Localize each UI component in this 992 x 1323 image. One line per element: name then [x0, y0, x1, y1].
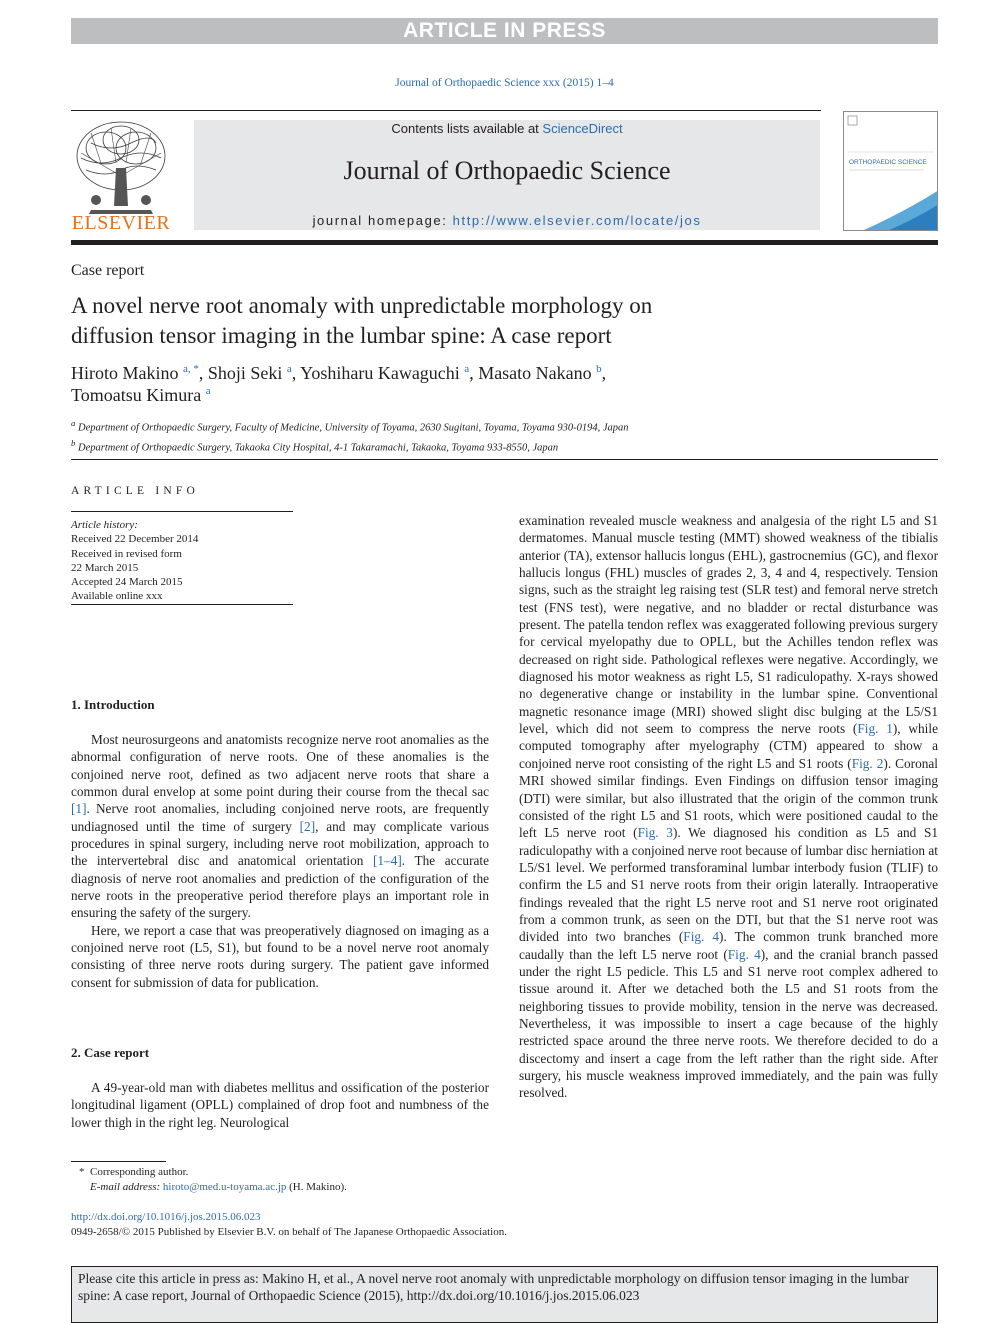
article-in-press-banner: ARTICLE IN PRESS	[71, 18, 938, 44]
footnote-divider	[71, 1161, 166, 1162]
author-affiliation-mark[interactable]: b	[596, 363, 602, 375]
text-run: . The accurate diagnosis of nerve root anomalies and prediction of the configuration of the nerve roots in the preoperative period therefore plays an important role in ensuring the safety of the surgery.	[71, 853, 490, 921]
copyright-line: 0949-2658/© 2015 Published by Elsevier B.V. on behalf of The Japanese Orthopaedic Association.	[71, 1226, 507, 1238]
elsevier-wordmark: ELSEVIER	[71, 212, 171, 234]
header-thick-divider	[71, 240, 938, 245]
author-email-link[interactable]: hiroto@med.u-toyama.ac.jp	[162, 1181, 287, 1193]
footnote-email	[71, 1180, 489, 1195]
case-report-body	[71, 1079, 489, 1131]
doi-link[interactable]: http://dx.doi.org/10.1016/j.jos.2015.06.023	[71, 1211, 261, 1223]
citation-link[interactable]: [1]	[71, 801, 87, 817]
journal-homepage-line	[194, 213, 820, 228]
history-online: Available online xxx	[71, 590, 163, 603]
author-name: Hiroto Makino	[71, 363, 179, 383]
case-report-heading: 2. Case report	[71, 1045, 150, 1060]
author-name: Masato Nakano	[478, 363, 592, 383]
introduction-body	[71, 731, 489, 991]
email-label: E-mail address:	[90, 1181, 163, 1193]
text-run: Most neurosurgeons and anatomists recognize nerve root anomalies as the abnormal configuration of nerve roots. One of these anomalies is the conjoined nerve root, defined as two adjacent nerve roots that share a common dural envelop at some point during their course from the thecal sac	[71, 732, 489, 800]
author-name: Tomoatsu Kimura	[71, 385, 202, 405]
author-line-2	[71, 384, 931, 406]
affiliation-a	[71, 416, 931, 436]
article-info-heading: ARTICLE INFO	[71, 485, 199, 497]
text-run: , and may complicate various procedures in spinal surgery, including nerve root mobilization, approach to the intervertebral disc and anatomical orientation	[71, 818, 489, 869]
citation-notice-box	[71, 1266, 938, 1323]
introduction-paragraph-1	[71, 731, 489, 922]
corresponding-author-footnote	[71, 1165, 489, 1195]
author-affiliation-mark[interactable]: a	[286, 363, 292, 375]
affiliation-mark: b	[71, 437, 76, 448]
figure-link[interactable]: Fig. 3	[637, 825, 673, 841]
author-name: Yoshiharu Kawaguchi	[300, 363, 460, 383]
text-run: ). The common trunk branched more caudally than the left L5 nerve root (	[519, 929, 938, 962]
contents-prefix: Contents lists available at	[391, 121, 543, 136]
header-divider	[71, 459, 938, 460]
affiliation-b	[71, 436, 931, 456]
footnote-corresponding	[71, 1165, 489, 1180]
author-separator: ,	[469, 363, 474, 383]
top-divider	[71, 110, 821, 111]
author-separator: ,	[291, 363, 297, 383]
affiliation-mark: a	[71, 418, 76, 428]
citation-link[interactable]: [1–4]	[372, 853, 402, 869]
affiliation-text: Department of Orthopaedic Surgery, Takaoka City Hospital, 4-1 Takaramachi, Takaoka, Toyama 933-8550, Japan	[78, 442, 559, 453]
history-label: Article history:	[71, 519, 138, 531]
journal-name: Journal of Orthopaedic Science	[343, 156, 671, 185]
citation-link[interactable]: [2]	[299, 818, 316, 834]
sciencedirect-link[interactable]: ScienceDirect	[542, 121, 623, 136]
case-paragraph-1: A 49-year-old man with diabetes mellitus and ossification of the posterior longitudinal ligament (OPLL) complained of drop foot and numbness of the lower thigh in the right leg. Neurological	[71, 1080, 489, 1130]
history-received: Received 22 December 2014	[71, 533, 199, 546]
author-separator: ,	[601, 363, 607, 383]
introduction-heading: 1. Introduction	[71, 697, 155, 712]
text-run: examination revealed muscle weakness and analgesia of the right L5 and S1 dermatomes. Manual muscle testing (MMT) showed weakness of the tibialis anterior (TA), extensor hallucis longus (EHL), gastrocnemius (GC), and flexor hallucis longus (FHL) muscles of grades 2, 3, 4 and 4, respectively. Tension signs, such as the straight leg raising test (SLR test) and femoral nerve stretch test (FNS test), were negative, and no bladder or rectal disturbance was present. The patella tendon reflex was exaggerated following previous surgery for cervical myelopathy due to OPLL, but the Achilles tendon reflex was decreased on right side. Pathological reflexes were negative. Accordingly, we diagnosed his motor weakness as right L5, S1 radiculopathy. X-rays showed no degenerative change or instability in the lumbar spine. Conventional magnetic resonance image (MRI) showed slight disc bulging at the L5/S1 level, which did not seem to compress the nerve roots (	[519, 513, 938, 737]
figure-link[interactable]: Fig. 4	[727, 946, 761, 962]
text-run: ). We diagnosed his condition as L5 and S1 radiculopathy with a conjoined nerve root because of lumbar disc herniation at L5/S1 level. We performed transforaminal lumbar interbody fusion (TLIF) to confirm the L5 and S1 nerve roots from their origin laterally. Intraoperative findings revealed that the right L5 nerve root and S1 nerve root originated from a common trunk, as seen on the DTI, but that the S1 nerve root was divided into two branches (	[519, 825, 938, 945]
history-revised-date: 22 March 2015	[71, 561, 139, 574]
figure-link[interactable]: Fig. 4	[683, 929, 720, 945]
article-info-divider-bottom	[71, 604, 293, 605]
author-line-1	[71, 362, 931, 384]
author-list	[71, 362, 931, 406]
article-type: Case report	[71, 262, 145, 279]
journal-homepage-link[interactable]: http://www.elsevier.com/locate/jos	[452, 213, 702, 228]
homepage-prefix: journal homepage:	[312, 213, 453, 228]
author-separator: ,	[198, 363, 204, 383]
figure-link[interactable]: Fig. 1	[857, 721, 893, 737]
author-affiliation-mark[interactable]: a	[205, 385, 211, 397]
figure-link[interactable]: Fig. 2	[851, 755, 884, 771]
author-affiliation-mark[interactable]: a, *	[183, 363, 199, 375]
case-report-continued	[519, 512, 938, 1102]
contents-line	[194, 121, 820, 136]
footnote-text: Corresponding author.	[90, 1166, 189, 1178]
author-affiliation-mark[interactable]: a	[464, 363, 470, 375]
text-run: ), and the cranial branch passed under the right L5 pedicle. This L5 and S1 nerve root complex adhered to tissue around it. After we detached both the L5 and S1 roots from the neighboring tissues to provide mobility, tension in the nerve was decreased. Nevertheless, it was impossible to insert a cage because of the highly restricted space around the three nerve roots. We therefore decided to do a discectomy and insert a cage from the left rather than the right side. After surgery, his muscle weakness improved immediately, and the pain was fully resolved.	[519, 946, 938, 1101]
case-paragraph-continued	[519, 512, 938, 1102]
journal-cover-image	[844, 112, 938, 231]
email-owner: (H. Makino).	[286, 1181, 347, 1193]
footnote-star: *	[79, 1166, 85, 1178]
text-run: . Nerve root anomalies, including conjoined nerve roots, are frequently undiagnosed until the time of surgery	[71, 801, 489, 834]
introduction-paragraph-2: Here, we report a case that was preoperatively diagnosed on imaging as a conjoined nerve root (L5, S1), but found to be a novel nerve root anomaly consisting of three nerve roots during surgery. The patient gave informed consent for submission of data for publication.	[71, 922, 489, 990]
article-title	[71, 291, 931, 351]
article-title-line-2: diffusion tensor imaging in the lumbar spine: A case report	[71, 323, 612, 348]
text-run: ). Coronal MRI showed similar findings. Even Findings on diffusion tensor imaging (DTI) were similar, but also illustrated that the origin of the common trunk consisted of the right L5 and S1 roots, which were positioned caudal to the left L5 nerve root (	[519, 755, 938, 841]
text-run: ), while computed tomography after myelography (CTM) appeared to show a conjoined nerve root consisting of the right L5 and S1 roots (	[519, 721, 938, 771]
article-info-divider-top	[71, 511, 293, 512]
affiliation-text: Department of Orthopaedic Surgery, Faculty of Medicine, University of Toyama, 2630 Sugitani, Toyama, Toyama 930-0194, Japan	[78, 422, 629, 434]
journal-reference-link[interactable]: Journal of Orthopaedic Science xxx (2015) 1–4	[395, 77, 614, 89]
article-title-line-1: A novel nerve root anomaly with unpredictable morphology on	[71, 293, 653, 318]
history-revised-label: Received in revised form	[71, 547, 182, 560]
affiliations	[71, 416, 931, 455]
article-history	[71, 518, 293, 604]
author-name: Shoji Seki	[207, 363, 283, 383]
history-accepted: Accepted 24 March 2015	[71, 576, 183, 589]
journal-cover-thumbnail[interactable]	[843, 111, 938, 231]
cover-title: ORTHOPAEDIC SCIENCE	[849, 159, 927, 166]
citation-notice-text: Please cite this article in press as: Makino H, et al., A novel nerve root anomaly with unpredictable morphology on diffusion tensor imaging in the lumbar spine: A case report, Journal of Orthopaedic Science (2015), http://dx.doi.org/10.1016/j.jos.2015.06.023	[78, 1271, 909, 1303]
